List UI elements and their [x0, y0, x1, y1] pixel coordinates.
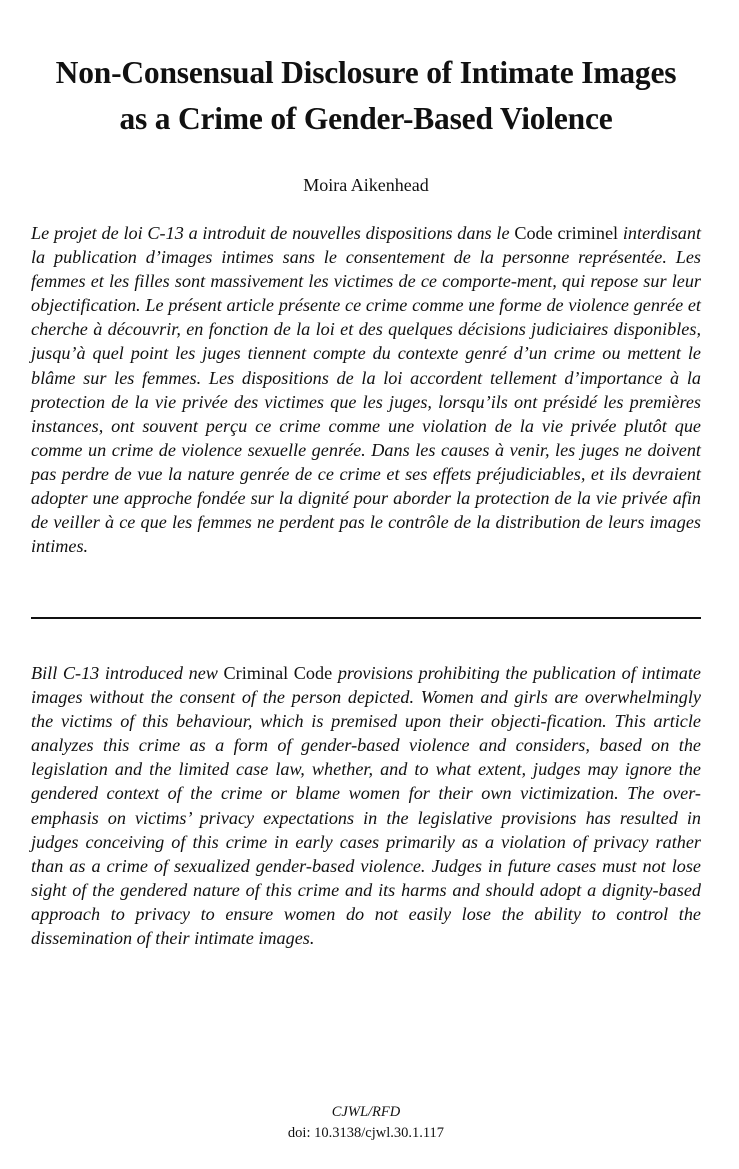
- article-title-line-1: Non-Consensual Disclosure of Intimate Images: [55, 55, 677, 90]
- abstract-french-code-term: Code criminel: [514, 223, 619, 243]
- section-divider: [31, 617, 701, 619]
- abstract-english-text-2: provisions prohibiting the publication of intimate images without the consent of the person depicted. Women and girls are overwhelmingly the victims of this behaviour, which is premised upon their objecti-fication. This article analyzes this crime as a form of gender-based violence and considers, based on the legislation and the limited case law, whether, and to what extent, judges may ignore the gendered context of the crime or blame women for their own victimization. The over-emphasis on victims’ privacy expectations in the legislative provisions has resulted in judges conceiving of this crime in early cases primarily as a violation of privacy rather than as a crime of sexualized gender-based violence. Judges in future cases must not lose sight of the gendered nature of this crime and its harms and should adopt a dignity-based approach to privacy to ensure women do not easily lose the ability to control the dissemination of their intimate images.: [31, 663, 701, 949]
- abstract-english-code-term: Criminal Code: [223, 663, 333, 683]
- page-footer: [31, 1102, 701, 1144]
- abstract-english-text-1: Bill C-13 introduced new: [31, 663, 224, 683]
- journal-name: CJWL/RFD: [331, 1104, 401, 1120]
- abstract-french: [31, 221, 701, 558]
- article-author: Moira Aikenhead: [303, 175, 429, 195]
- abstract-english: [31, 661, 701, 950]
- article-title-line-2: as a Crime of Gender-Based Violence: [119, 101, 613, 136]
- article-page: [31, 0, 701, 1169]
- abstract-french-text-2: interdisant la publication d’images intimes sans le consentement de la personne représentée. Les femmes et les filles sont massivement les victimes de ce comporte-ment, qui repose sur leur objectification. Le présent article présente ce crime comme une forme de violence genrée et cherche à découvrir, en fonction de la loi et des quelques décisions judiciaires disponibles, jusqu’à quel point les juges tiennent compte du contexte genré d’un crime ou mettent le blâme sur les femmes. Les dispositions de la loi accordent tellement d’importance à la protection de la vie privée des victimes que les juges, lorsqu’ils ont présidé les premières instances, ont souvent perçu ce crime comme une violation de la vie privée plutôt que comme un crime de violence sexuelle genrée. Dans les causes à venir, les juges ne doivent pas perdre de vue la nature genrée de ce crime et ses effets préjudiciables, et ils devraient adopter une approche fondée sur la dignité pour aborder la protection de la vie privée afin de veiller à ce que les femmes ne perdent pas le contrôle de la distribution de leurs images intimes.: [31, 223, 702, 557]
- abstract-french-text-1: Le projet de loi C-13 a introduit de nouvelles dispositions dans le: [31, 223, 515, 243]
- article-doi: doi: 10.3138/cjwl.30.1.117: [287, 1125, 445, 1141]
- article-title: [31, 50, 701, 142]
